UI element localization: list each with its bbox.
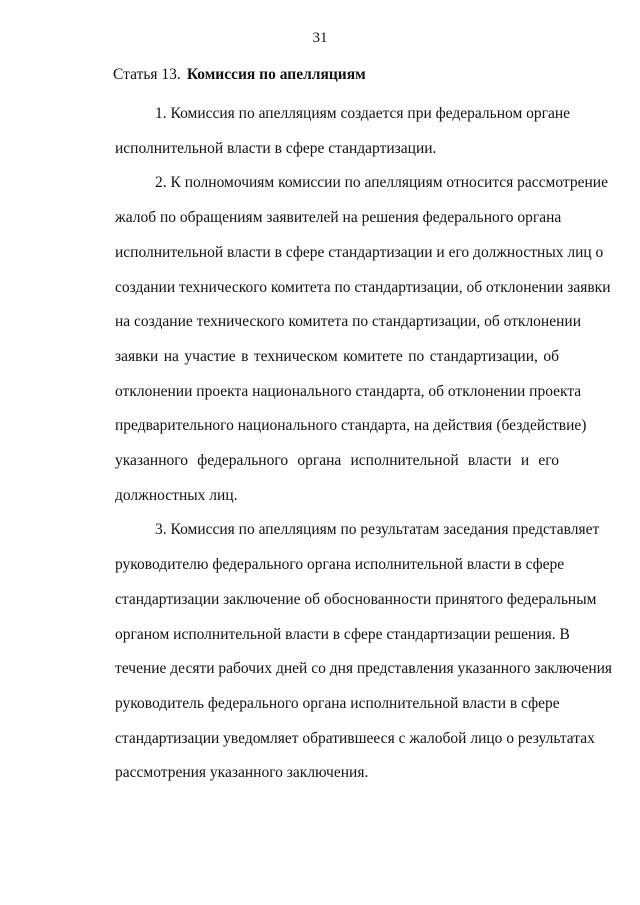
text-line: 1. Комиссия по апелляциям создается при федеральном органе — [155, 105, 571, 122]
page-number: 31 — [312, 30, 328, 46]
paragraph-2 — [75, 166, 611, 513]
article-title: Комиссия по апелляциям — [186, 66, 366, 83]
text-line: органом исполнительной власти в сфере стандартизации решения. В — [115, 625, 570, 643]
text-line: отклонении проекта национального стандарта, об отклонении проекта — [115, 382, 582, 400]
article-number: Статья 13. — [113, 66, 181, 83]
text-line: стандартизации заключение об обоснованности принятого федеральным — [115, 590, 597, 608]
text-line: стандартизации уведомляет обратившееся с жалобой лицо о результатах — [115, 729, 595, 747]
text-line: 2. К полномочиям комиссии по апелляциям относится рассмотрение — [155, 174, 608, 192]
text-line: заявки на участие в техническом комитете по стандартизации, об — [115, 347, 559, 365]
text-line: исполнительной власти в сфере стандартизации. — [115, 139, 437, 157]
text-line: течение десяти рабочих дней со дня представления указанного заключения — [115, 660, 613, 678]
text-line: предварительного национального стандарта, на действия (бездействие) — [115, 417, 587, 435]
text-line: должностных лиц. — [115, 486, 238, 504]
article-heading — [113, 66, 366, 84]
text-line: указанного федерального органа исполнительной власти и его — [115, 452, 559, 470]
paragraph-3 — [75, 513, 613, 791]
text-line: исполнительной власти в сфере стандартизации и его должностных лиц о — [115, 243, 604, 261]
text-line: на создание технического комитета по стандартизации, об отклонении — [115, 313, 581, 331]
text-line: руководитель федерального органа исполнительной власти в сфере — [115, 694, 560, 712]
text-line: создании технического комитета по стандартизации, об отклонении заявки — [115, 278, 611, 296]
text-line: рассмотрения указанного заключения. — [115, 764, 369, 782]
paragraph-1 — [75, 97, 571, 166]
text-line: жалоб по обращениям заявителей на решения федерального органа — [115, 209, 562, 227]
article-body — [75, 97, 613, 791]
text-line: руководителю федерального органа исполнительной власти в сфере — [115, 556, 565, 574]
text-line: 3. Комиссия по апелляциям по результатам заседания представляет — [155, 521, 600, 539]
